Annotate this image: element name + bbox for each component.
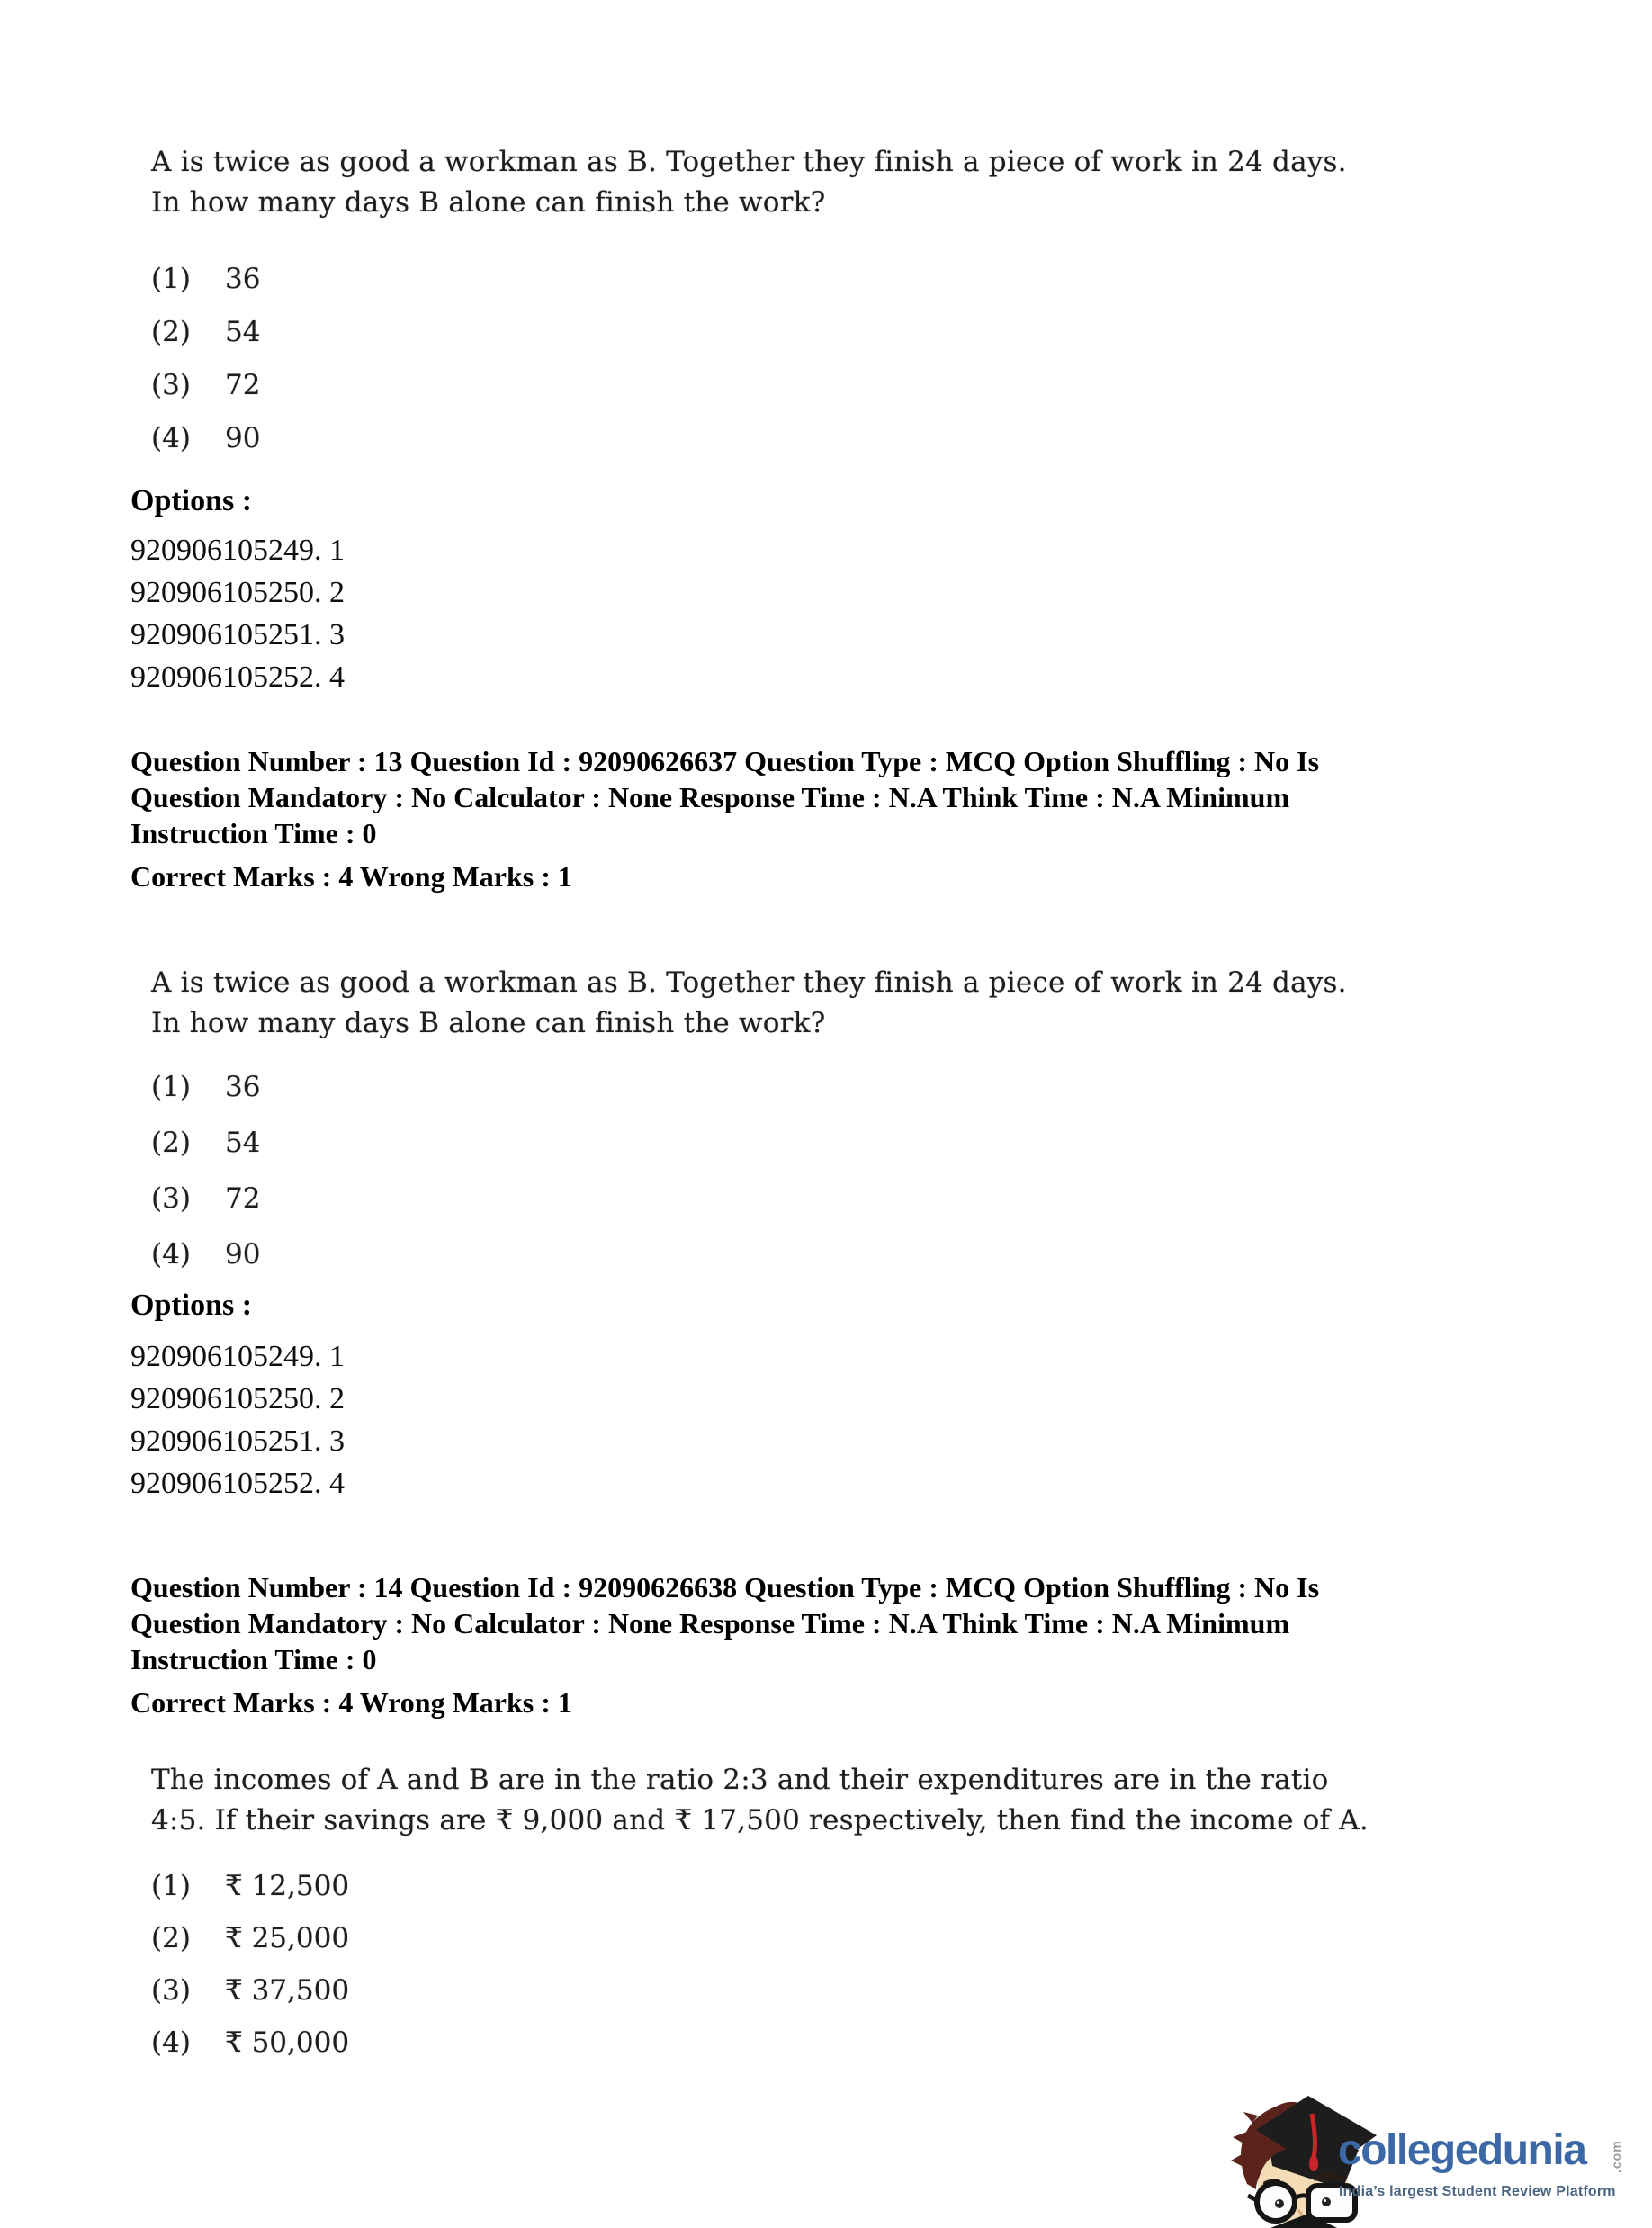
- question-text-line: In how many days B alone can finish the work?: [151, 186, 826, 219]
- choice-row: [151, 1971, 349, 2011]
- question-text-line: A is twice as good a workman as B. Together they finish a piece of work in 24 days.: [151, 146, 1347, 178]
- question-13-choices: [151, 1067, 260, 1290]
- option-id-line: 920906105252. 4: [130, 1467, 345, 1500]
- choice-marker: (3): [151, 369, 191, 401]
- choice-value: 54: [225, 1127, 261, 1159]
- choice-marker: (4): [151, 2026, 191, 2059]
- question-text-line: A is twice as good a workman as B. Together they finish a piece of work in 24 days.: [151, 966, 1347, 999]
- choice-value: 36: [225, 1071, 261, 1103]
- option-id-line: 920906105249. 1: [130, 1340, 345, 1373]
- question-12-body: [151, 142, 1347, 223]
- question-meta-line: Question Mandatory : No Calculator : None Response Time : N.A Think Time : N.A Minimum: [130, 1607, 1290, 1640]
- choice-value: 72: [225, 369, 261, 401]
- choice-marker: (2): [151, 1127, 191, 1159]
- mascot-eye: [1275, 2199, 1284, 2208]
- choice-value: ₹ 37,500: [225, 1974, 350, 2007]
- choice-row: [151, 1179, 260, 1219]
- choice-value: ₹ 50,000: [225, 2026, 350, 2059]
- question-text-line: In how many days B alone can finish the work?: [151, 1007, 826, 1039]
- logo-brand: collegedunia: [1338, 2126, 1586, 2174]
- option-id-line: 920906105249. 1: [130, 534, 345, 567]
- choice-marker: (1): [151, 1870, 191, 1902]
- choice-marker: (3): [151, 1974, 191, 2007]
- question-text-line: 4:5. If their savings are ₹ 9,000 and ₹ 17,500 respectively, then find the income of A.: [151, 1804, 1369, 1837]
- choice-row: [151, 1123, 260, 1163]
- question-meta-line: Question Mandatory : No Calculator : None Response Time : N.A Think Time : N.A Minimum: [130, 781, 1290, 813]
- choice-row: [151, 365, 260, 406]
- choice-row: [151, 1866, 349, 1907]
- question-12-choices: [151, 259, 260, 472]
- choice-row: [151, 312, 260, 353]
- options-heading: Options :: [130, 484, 253, 517]
- question-13-option-ids: [130, 1335, 345, 1505]
- choice-row: [151, 1067, 260, 1108]
- question-meta-line: Instruction Time : 0: [130, 817, 377, 849]
- question-14-body: [151, 1760, 1369, 1841]
- question-text-line: The incomes of A and B are in the ratio 2:3 and their expenditures are in the ratio: [151, 1764, 1329, 1796]
- choice-marker: (3): [151, 1182, 191, 1215]
- choice-marker: (1): [151, 1071, 191, 1103]
- marks-line: Correct Marks : 4 Wrong Marks : 1: [130, 1686, 572, 1719]
- choice-value: ₹ 25,000: [225, 1922, 350, 1954]
- option-id-line: 920906105251. 3: [130, 618, 345, 651]
- choice-marker: (4): [151, 422, 191, 454]
- marks-line: Correct Marks : 4 Wrong Marks : 1: [130, 860, 572, 893]
- choice-row: [151, 2023, 349, 2063]
- options-heading: Options :: [130, 1289, 253, 1322]
- choice-marker: (2): [151, 316, 191, 348]
- choice-marker: (4): [151, 1238, 191, 1271]
- question-meta-line: Question Number : 14 Question Id : 92090626638 Question Type : MCQ Option Shuffling : No Is: [130, 1571, 1320, 1604]
- logo-domain-suffix: .com: [1609, 2140, 1623, 2173]
- question-13-meta: [130, 743, 1319, 894]
- collegedunia-logo: [1224, 2083, 1652, 2228]
- question-14-meta: [130, 1569, 1319, 1720]
- question-12-option-ids: [130, 529, 345, 698]
- choice-row: [151, 1235, 260, 1275]
- option-id-line: 920906105252. 4: [130, 660, 345, 694]
- choice-row: [151, 1918, 349, 1959]
- option-id-line: 920906105250. 2: [130, 576, 345, 609]
- question-13-body: [151, 963, 1347, 1044]
- choice-row: [151, 418, 260, 459]
- logo-tagline: India’s largest Student Review Platform: [1339, 2184, 1616, 2199]
- choice-row: [151, 259, 260, 300]
- choice-value: 36: [225, 263, 261, 295]
- mascot-eye: [1322, 2197, 1331, 2206]
- question-meta-line: Instruction Time : 0: [130, 1643, 377, 1675]
- choice-marker: (2): [151, 1922, 191, 1954]
- question-meta-line: Question Number : 13 Question Id : 92090626637 Question Type : MCQ Option Shuffling : No Is: [130, 745, 1320, 777]
- choice-value: 72: [225, 1182, 261, 1215]
- option-id-line: 920906105251. 3: [130, 1424, 345, 1458]
- choice-value: 90: [225, 1238, 261, 1271]
- choice-marker: (1): [151, 263, 191, 295]
- choice-value: ₹ 12,500: [225, 1870, 350, 1902]
- question-14-choices: [151, 1866, 349, 2075]
- choice-value: 54: [225, 316, 261, 348]
- choice-value: 90: [225, 422, 261, 454]
- option-id-line: 920906105250. 2: [130, 1382, 345, 1415]
